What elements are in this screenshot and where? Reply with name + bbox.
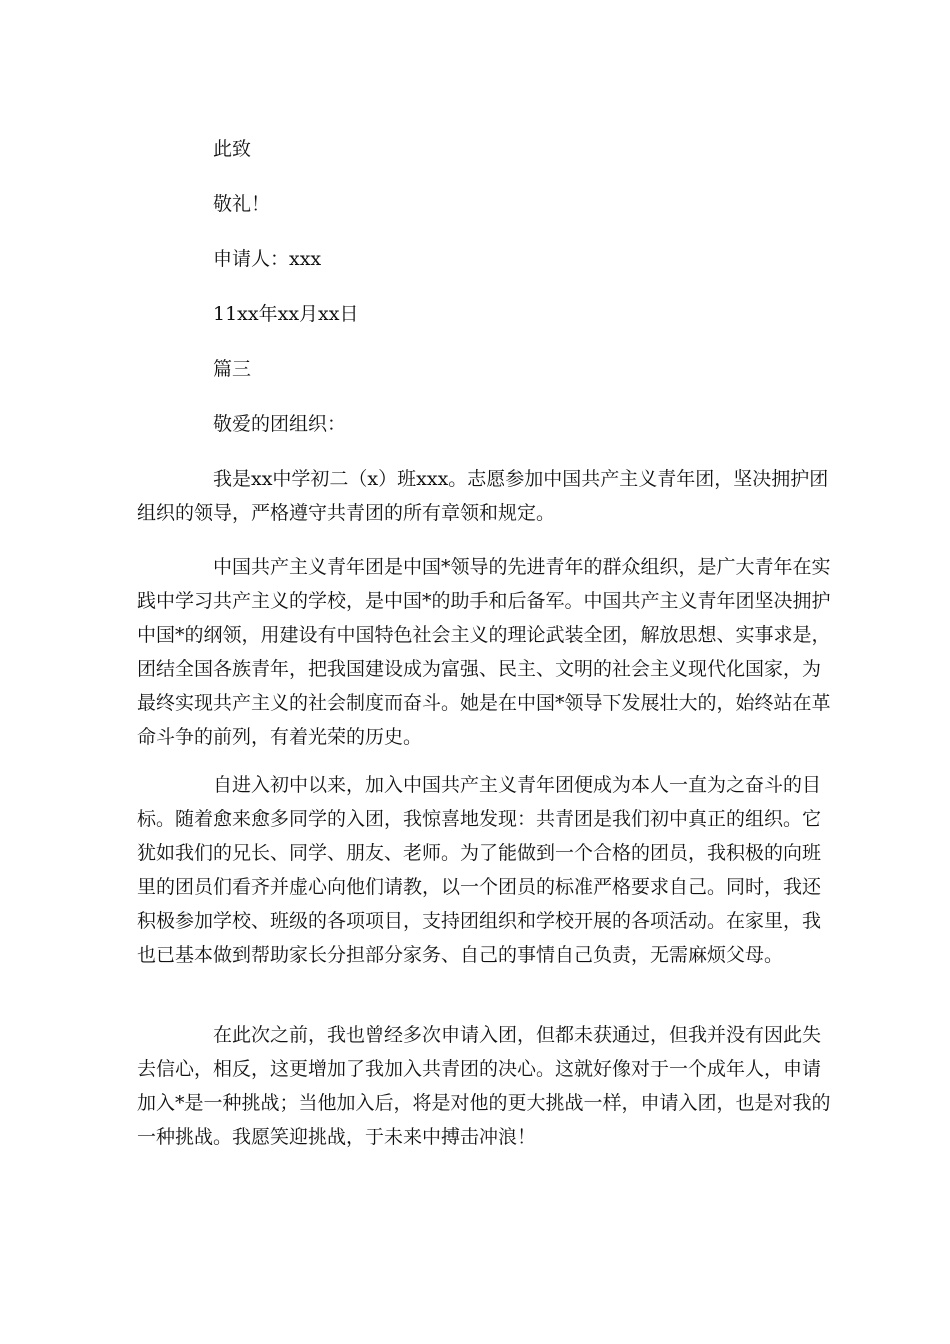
body-paragraph-2: 中国共产主义青年团是中国*领导的先进青年的群众组织，是广大青年在实践中学习共产主义的学校，是中国*的助手和后备军。中国共产主义青年团坚决拥护中国*的纲领，用建设有中国特色社会主义的理论武装全团，解放思想、实事求是，团结全国各族青年，把我国建设成为富强、民主、文明的社会主义现代化国家，为最终实现共产主义的社会制度而奋斗。她是在中国*领导下发展壮大的，始终站在革命斗争的前列，有着光荣的历史。	[137, 556, 831, 748]
letter-date: 11xx年xx月xx日	[213, 303, 359, 325]
letter-greeting: 敬爱的团组织：	[213, 413, 347, 435]
body-paragraph-4: 在此次之前，我也曾经多次申请入团，但都未获通过，但我并没有因此失去信心，相反，这更增加了我加入共青团的决心。这就好像对于一个成年人，申请加入*是一种挑战；当他加入后，将是对他的更大挑战一样，申请入团，也是对我的一种挑战。我愿笑迎挑战，于未来中搏击冲浪！	[137, 1024, 831, 1148]
section-heading: 篇三	[213, 358, 252, 380]
letter-salute: 敬礼！	[213, 193, 271, 215]
body-paragraph-1: 我是xx中学初二（x）班xxx。志愿参加中国共产主义青年团，坚决拥护团组织的领导，严格遵守共青团的所有章领和规定。	[137, 468, 829, 524]
letter-closing: 此致	[213, 138, 252, 160]
body-paragraph-3: 自进入初中以来，加入中国共产主义青年团便成为本人一直为之奋斗的目标。随着愈来愈多同学的入团，我惊喜地发现：共青团是我们初中真正的组织。它犹如我们的兄长、同学、朋友、老师。为了能做到一个合格的团员，我积极的向班里的团员们看齐并虚心向他们请教，以一个团员的标准严格要求自己。同时，我还积极参加学校、班级的各项项目，支持团组织和学校开展的各项活动。在家里，我也已基本做到帮助家长分担部分家务、自己的事情自己负责，无需麻烦父母。	[137, 774, 822, 966]
letter-signer: 申请人：xxx	[213, 248, 322, 270]
